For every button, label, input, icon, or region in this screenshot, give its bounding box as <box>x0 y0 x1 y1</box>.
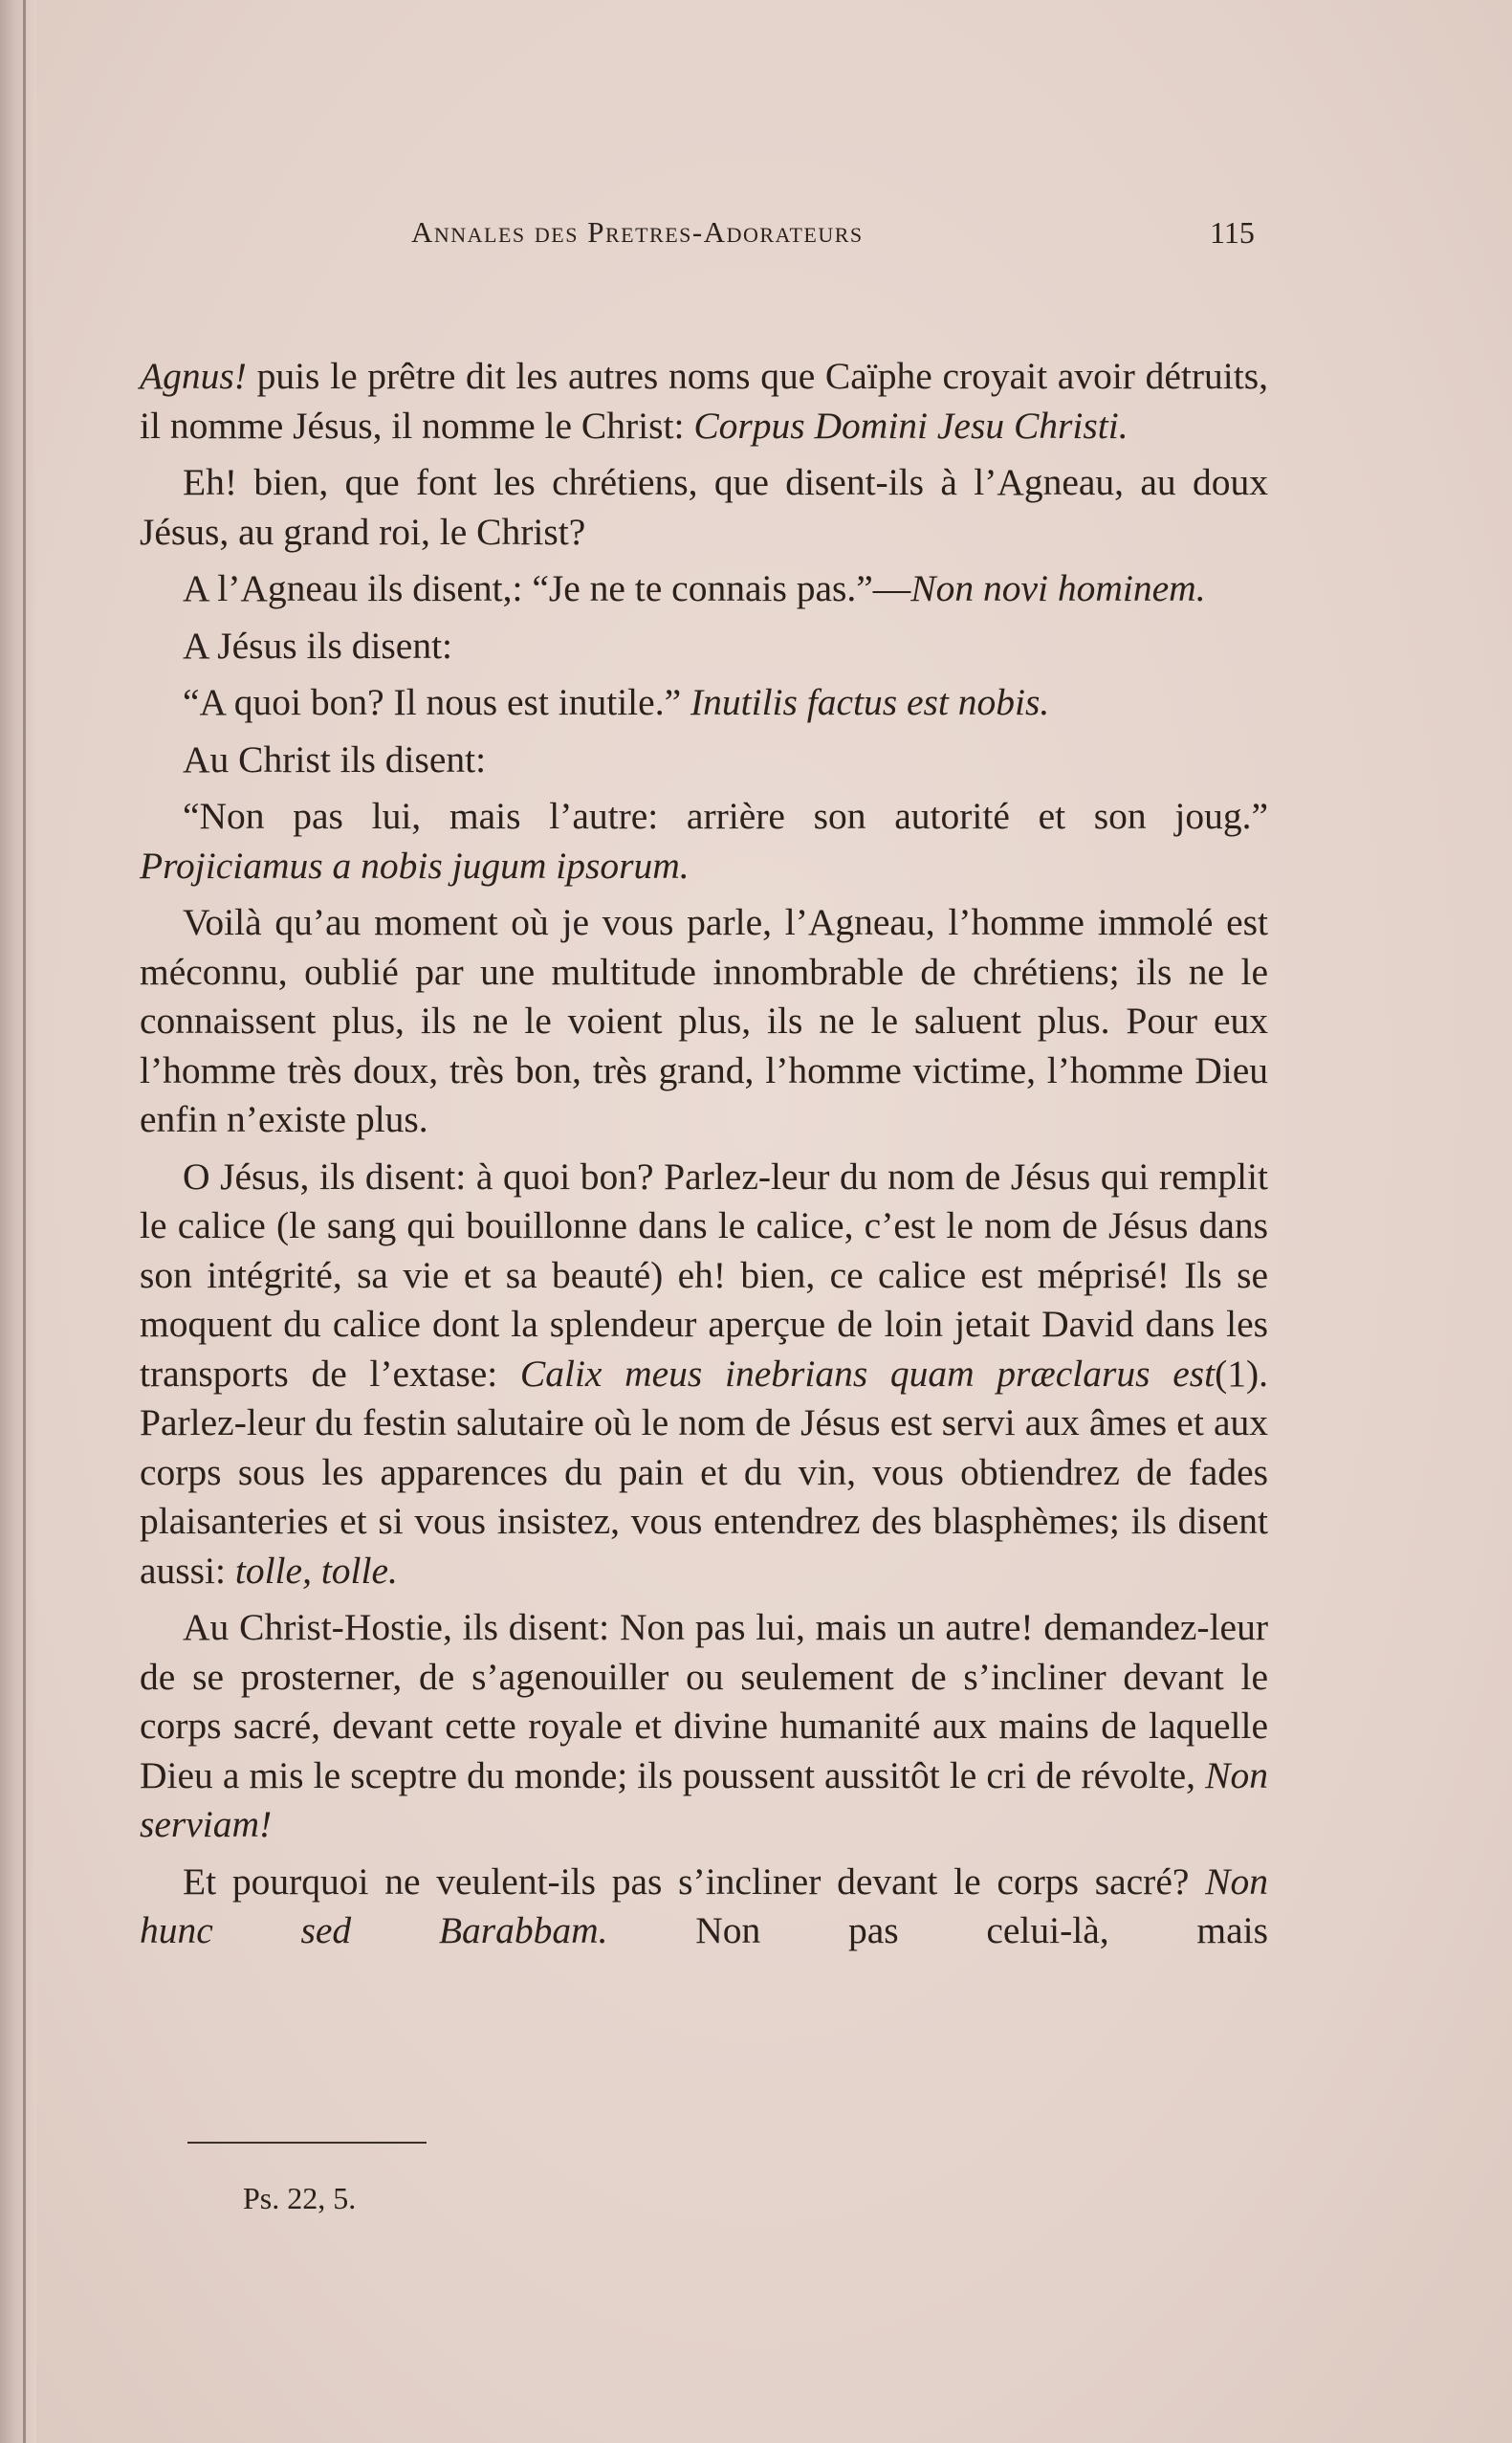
page-number: 115 <box>1210 215 1255 250</box>
paragraph-1 <box>140 352 1268 451</box>
paragraph-text: O Jésus, ils disent: à quoi bon? Parlez-leur du nom de Jésus qui remplit le calice (le sang qui bouillonne dans le calice, c’est le nom de Jésus dans son intégrité, sa vie et sa beauté) eh! bien, ce calice est méprisé! Ils se moquent du calice dont la splendeur aperçue de loin jetait David dans les transports de l’extase: <box>140 1155 1268 1395</box>
latin-phrase: Corpus Domini Jesu Christi. <box>693 404 1129 447</box>
latin-phrase: Inutilis factus est nobis. <box>690 681 1050 723</box>
paragraph-text: Non pas celui-là, mais <box>607 1909 1268 1951</box>
paragraph-4: A Jésus ils disent: <box>183 624 453 667</box>
paragraph-10 <box>140 1603 1268 1850</box>
paragraph-3 <box>140 564 1268 614</box>
paragraph-text: puis le prêtre dit les autres noms que Caïphe croyait avoir détruits, il nomme Jésus, il nomme le Christ: <box>140 355 1268 447</box>
latin-phrase: Non hunc sed Barabbam. <box>140 1860 1268 1951</box>
running-head-title: Annales des Pretres-Adorateurs <box>411 215 864 249</box>
paragraph-8: Voilà qu’au moment où je vous parle, l’Agneau, l’homme immolé est méconnu, oublié par une multitude innombrable de chrétiens; ils ne le connaissent plus, ils ne le voient plus, ils ne le saluent plus. Pour eux l’homme très doux, très bon, très grand, l’homme victime, l’homme Dieu enfin n’existe plus. <box>140 901 1268 1140</box>
paragraph-text: “A quoi bon? Il nous est inutile.” <box>183 681 690 723</box>
latin-phrase: Non serviam! <box>140 1753 1268 1845</box>
running-head <box>411 215 1272 263</box>
latin-phrase: Agnus! <box>140 355 247 397</box>
paragraph-2: Eh! bien, que font les chrétiens, que disent-ils à l’Agneau, au doux Jésus, au grand roi, le Christ? <box>140 461 1268 553</box>
body-text <box>140 352 1268 1956</box>
paragraph-text: Et pourquoi ne veulent-ils pas s’incliner devant le corps sacré? <box>183 1860 1206 1903</box>
paragraph-9 <box>140 1153 1268 1596</box>
footnote: Ps. 22, 5. <box>243 2181 357 2215</box>
paragraph-text: A l’Agneau ils disent,: “Je ne te connais pas.”— <box>183 567 911 609</box>
paragraph-6: Au Christ ils disent: <box>183 737 487 781</box>
page-binding-edge <box>0 0 36 2443</box>
latin-phrase: Non novi hominem. <box>910 567 1206 609</box>
latin-phrase: Projiciamus a nobis jugum ipsorum. <box>140 844 690 887</box>
latin-phrase: tolle, tolle. <box>234 1549 398 1592</box>
paragraph-5 <box>140 678 1268 728</box>
footnote-rule <box>187 2142 427 2144</box>
binding-shadow-line <box>23 0 26 2443</box>
paragraph-text: (1). Parlez-leur du festin salutaire où le nom de Jésus est servi aux âmes et aux corps sous les apparences du pain et du vin, vous obtiendrez de fades plaisanteries et si vous insistez, vous entendrez des blasphèmes; ils disent aussi: <box>140 1352 1269 1592</box>
paragraph-7 <box>140 792 1268 891</box>
paragraph-text: “Non pas lui, mais l’autre: arrière son autorité et son joug.” <box>183 795 1268 837</box>
paragraph-11 <box>140 1858 1268 1956</box>
latin-phrase: Calix meus inebrians quam præclarus est <box>519 1352 1216 1395</box>
paragraph-text: Au Christ-Hostie, ils disent: Non pas lui, mais un autre! demandez-leur de se prosterner, de s’agenouiller ou seulement de s’incliner devant le corps sacré, devant cette royale et divine humanité aux mains de laquelle Dieu a mis le sceptre du monde; ils poussent aussitôt le cri de révolte, <box>140 1606 1268 1796</box>
